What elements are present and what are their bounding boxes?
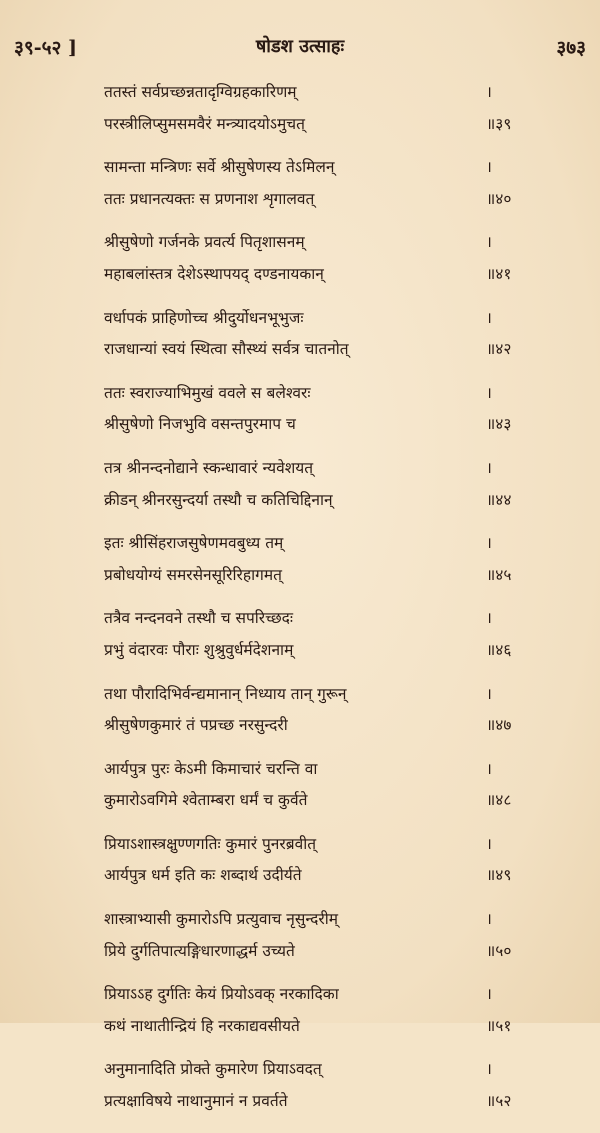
verse-line-text: परस्त्रीलिप्सुमसमवैरं मन्त्र्यादयोऽमुचत् <box>104 114 305 133</box>
verse-line-text: शास्त्राभ्यासी कुमारोऽपि प्रत्युवाच नृसुन्दरीम् <box>104 910 338 929</box>
verse <box>104 1057 552 1120</box>
verse <box>104 907 552 970</box>
verse-number: ॥४९ <box>486 866 512 885</box>
verse-line-text: प्रबोधयोग्यं समरसेनसूरिरिहागमत् <box>104 565 282 584</box>
verse-line <box>104 488 552 520</box>
verse-line-text: आर्यपुत्र पुरः केऽमी किमाचारं चरन्ति वा <box>104 759 318 778</box>
verse-number: ॥४१ <box>486 264 512 283</box>
verse-number: ॥४८ <box>486 791 512 810</box>
page-number: ३७३ <box>556 37 586 59</box>
verse-number: ॥४० <box>486 189 512 208</box>
verse-line-text: अनुमानादिति प्रोक्ते कुमारेण प्रियाऽवदत् <box>104 1060 322 1079</box>
danda: । <box>486 684 492 703</box>
verse-number: ॥३९ <box>486 114 512 133</box>
verse-number: ॥५० <box>486 941 512 960</box>
verse-line <box>104 682 552 714</box>
verse-line <box>104 638 552 670</box>
verse-line <box>104 1089 552 1121</box>
verse-line-text: महाबलांस्तत्र देशेऽस्थापयद् दण्डनायकान् <box>104 264 324 283</box>
verse-line-text: प्रभुं वंदारवः पौराः शुश्रुवुर्धर्मदेशनाम् <box>104 640 294 659</box>
verse-range: ३९-५२ ] <box>14 37 78 59</box>
verse-line <box>104 757 552 789</box>
danda: । <box>486 308 492 327</box>
verse-line <box>104 1014 552 1046</box>
verse-line <box>104 456 552 488</box>
verse-line-text: राजधान्यां स्वयं स्थित्वा सौस्थ्यं सर्वत्र चातनोत् <box>104 340 349 359</box>
verse-line-text: प्रियाऽऽह दुर्गतिः केयं प्रियोऽवक् नरकादिका <box>104 985 339 1004</box>
danda: । <box>486 1060 492 1079</box>
verse-line-text: इतः श्रीसिंहराजसुषेणमवबुध्य तम् <box>104 534 284 553</box>
verse-line <box>104 563 552 595</box>
verse <box>104 155 552 218</box>
verse-list <box>104 80 552 1133</box>
verse-line <box>104 187 552 219</box>
verse-line-text: तथा पौरादिभिर्वन्द्यमानान् निध्याय तान् गुरून् <box>104 684 347 703</box>
verse-number: ॥४४ <box>486 490 512 509</box>
verse-line <box>104 1057 552 1089</box>
running-head <box>14 34 586 62</box>
verse <box>104 80 552 143</box>
verse-line-text: कुमारोऽवगिमे श्वेताम्बरा धर्मं च कुर्वते <box>104 791 308 810</box>
verse-line <box>104 80 552 112</box>
verse-line-text: ततः स्वराज्याभिमुखं ववले स बलेश्वरः <box>104 383 311 402</box>
danda: । <box>486 83 492 101</box>
verse <box>104 230 552 293</box>
verse-number: ॥४५ <box>486 565 512 584</box>
verse-line-text: तत्र श्रीनन्दनोद्याने स्कन्धावारं न्यवेशयत् <box>104 458 314 477</box>
danda: । <box>486 383 492 402</box>
verse-line <box>104 306 552 338</box>
verse-number: ॥५१ <box>486 1016 512 1035</box>
danda: । <box>486 759 492 778</box>
danda: । <box>486 834 492 853</box>
verse <box>104 606 552 669</box>
verse-line <box>104 112 552 144</box>
danda: । <box>486 910 492 929</box>
verse-line-text: सामन्ता मन्त्रिणः सर्वे श्रीसुषेणस्य तेऽमिलन् <box>104 158 335 177</box>
verse-line-text: श्रीसुषेणो निजभुवि वसन्तपुरमाप च <box>104 415 296 434</box>
verse <box>104 456 552 519</box>
verse <box>104 682 552 745</box>
verse-line-text: प्रत्यक्षाविषये नाथानुमानं न प्रवर्तते <box>104 1092 288 1111</box>
danda: । <box>486 158 492 177</box>
danda: । <box>486 534 492 553</box>
verse-line <box>104 412 552 444</box>
verse-line <box>104 939 552 971</box>
verse-line <box>104 381 552 413</box>
verse-number: ॥५२ <box>486 1092 512 1111</box>
verse-line-text: आर्यपुत्र धर्म इति कः शब्दार्थ उदीर्यते <box>104 866 302 885</box>
verse-line <box>104 907 552 939</box>
verse <box>104 757 552 820</box>
danda: । <box>486 458 492 477</box>
verse-line <box>104 606 552 638</box>
verse-line <box>104 531 552 563</box>
verse-line-text: प्रियाऽशास्त्रक्षुण्णगतिः कुमारं पुनरब्रवीत् <box>104 834 317 853</box>
danda: । <box>486 609 492 628</box>
verse-number: ॥४३ <box>486 415 512 434</box>
verse <box>104 531 552 594</box>
verse-line <box>104 337 552 369</box>
verse-line-text: ततस्तं सर्वप्रच्छन्नतादृग्विग्रहकारिणम् <box>104 83 297 101</box>
danda: । <box>486 233 492 252</box>
verse-line <box>104 982 552 1014</box>
verse-line <box>104 713 552 745</box>
verse-line <box>104 788 552 820</box>
verse-line <box>104 262 552 294</box>
verse-number: ॥४६ <box>486 640 512 659</box>
verse <box>104 982 552 1045</box>
verse-line <box>104 863 552 895</box>
verse-number: ॥४७ <box>486 716 512 735</box>
verse-line-text: श्रीसुषेणो गर्जनके प्रवर्त्य पितृशासनम् <box>104 233 305 252</box>
danda: । <box>486 985 492 1004</box>
verse-line-text: कथं नाथातीन्द्रियं हि नरकाद्यवसीयते <box>104 1016 300 1035</box>
verse-line-text: ततः प्रधानत्यक्तः स प्रणनाश शृगालवत् <box>104 189 315 208</box>
chapter-title: षोडश उत्साहः <box>255 36 345 57</box>
verse-line-text: प्रिये दुर्गतिपात्यङ्गिधारणाद्धर्म उच्यते <box>104 941 295 960</box>
verse-line-text: वर्धापकं प्राहिणोच्च श्रीदुर्योधनभूभुजः <box>104 308 304 327</box>
verse-line-text: तत्रैव नन्दनवने तस्थौ च सपरिच्छदः <box>104 609 294 628</box>
verse <box>104 832 552 895</box>
verse <box>104 306 552 369</box>
verse-line <box>104 230 552 262</box>
verse-line-text: श्रीसुषेणकुमारं तं पप्रच्छ नरसुन्दरी <box>104 716 288 735</box>
verse-line <box>104 155 552 187</box>
verse <box>104 381 552 444</box>
verse-line-text: क्रीडन् श्रीनरसुन्दर्या तस्थौ च कतिचिद्दिनान् <box>104 490 333 509</box>
verse-line <box>104 832 552 864</box>
verse-number: ॥४२ <box>486 340 512 359</box>
